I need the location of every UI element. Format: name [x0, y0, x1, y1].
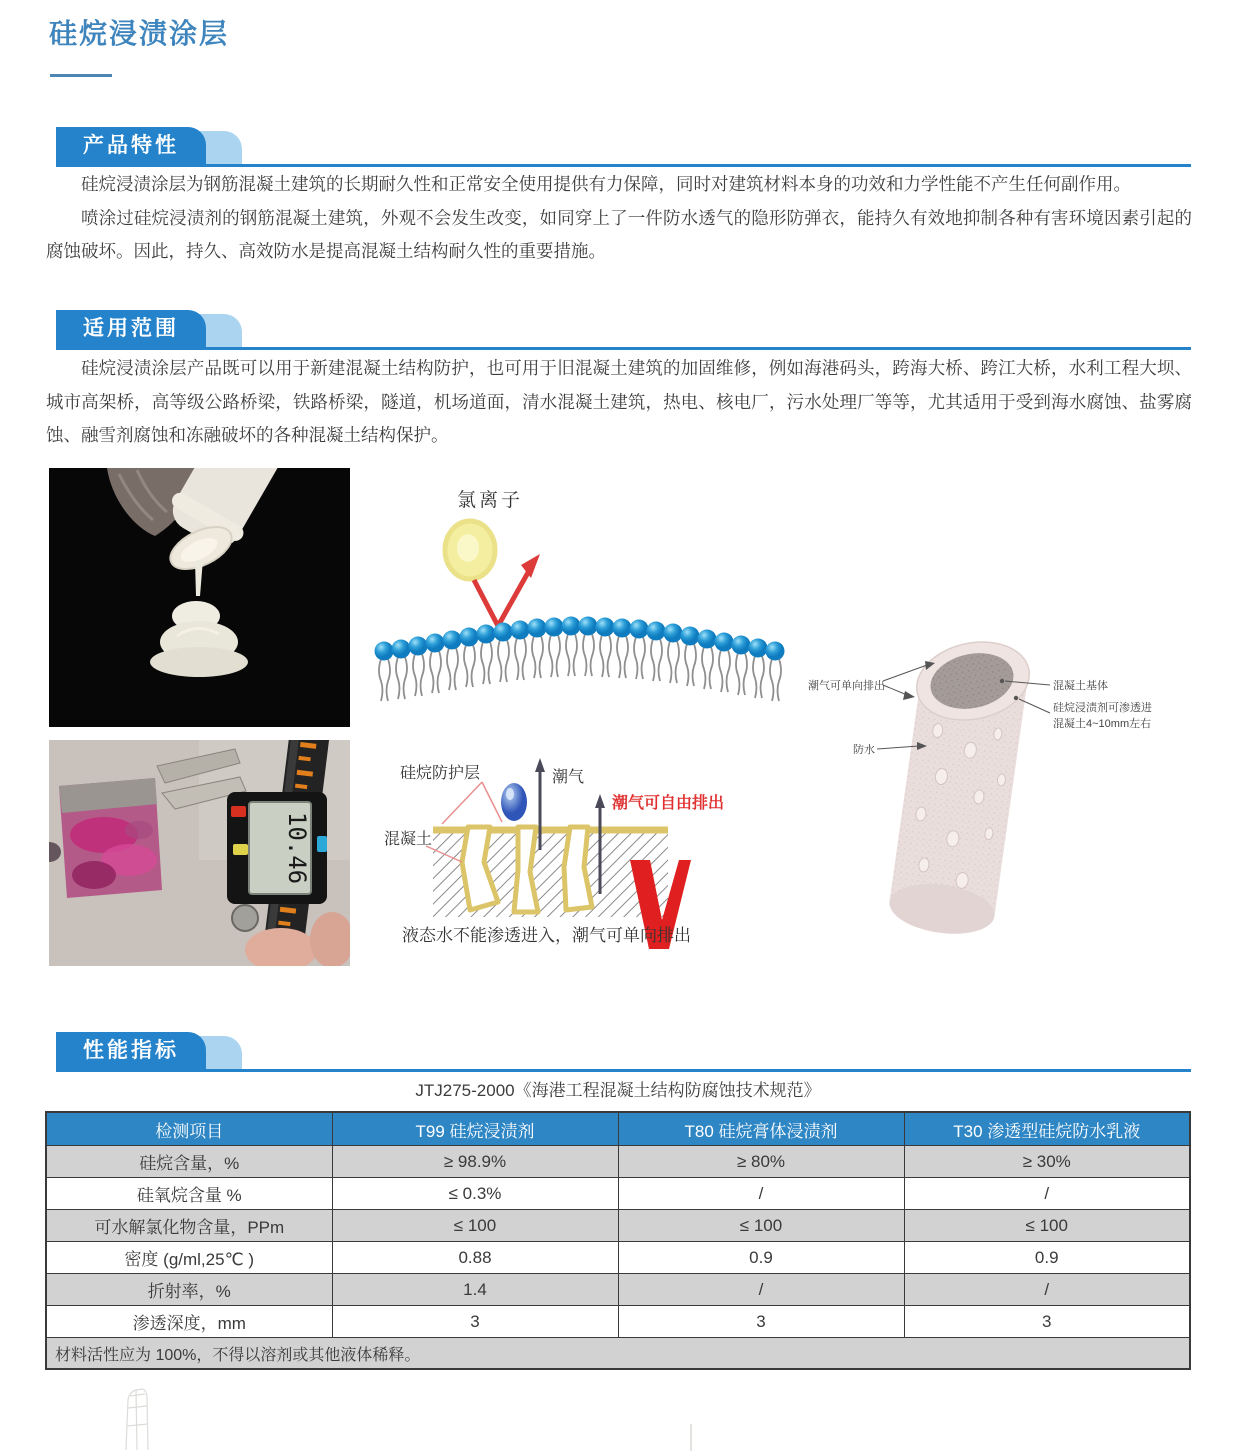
cell-value: / — [904, 1274, 1190, 1306]
features-paragraphs — [46, 168, 1192, 269]
row-label: 硅氧烷含量 % — [46, 1178, 332, 1210]
moisture-free-label: 潮气可自由排出 — [612, 795, 725, 812]
table-footer-row — [46, 1338, 1190, 1370]
col-header-t30: T30 渗透型硅烷防水乳液 — [904, 1112, 1190, 1146]
section-rule — [56, 1069, 1191, 1072]
pore-diagram — [378, 742, 788, 982]
silane-layer-label: 硅烷防护层 — [400, 765, 481, 782]
cell-value: ≤ 100 — [904, 1210, 1190, 1242]
section-heading-performance: 性能指标 — [56, 1032, 206, 1069]
cell-value: 3 — [618, 1306, 904, 1338]
bottle-pour-photo — [49, 468, 350, 727]
row-label: 可水解氯化物含量，PPm — [46, 1210, 332, 1242]
table-row — [46, 1146, 1190, 1178]
table-row — [46, 1210, 1190, 1242]
concrete-label: 混凝土 — [384, 831, 433, 848]
table-footer-note: 材料活性应为 100%，不得以溶剂或其他液体稀释。 — [46, 1338, 1190, 1370]
penetrate-label-1: 硅烷浸渍剂可渗透进 — [1053, 702, 1152, 714]
watermark-building-svg — [112, 1386, 162, 1451]
caliper-blue-button — [317, 836, 327, 852]
table-header-row — [46, 1112, 1190, 1146]
chloride-ion-diagram-svg — [372, 468, 790, 718]
cell-value: ≥ 98.9% — [332, 1146, 618, 1178]
cell-value: 0.9 — [618, 1242, 904, 1274]
cell-value: 3 — [904, 1306, 1190, 1338]
col-header-t99: T99 硅烷浸渍剂 — [332, 1112, 618, 1146]
section-heading-scope: 适用范围 — [56, 310, 206, 347]
title-underline — [50, 74, 112, 77]
section-header-performance — [56, 1032, 1191, 1072]
caliper-yellow-button — [233, 844, 248, 855]
spec-table — [45, 1111, 1191, 1370]
cell-value: ≤ 100 — [332, 1210, 618, 1242]
caliper-red-button — [231, 806, 246, 817]
row-label: 折射率，% — [46, 1274, 332, 1306]
row-label: 硅烷含量，% — [46, 1146, 332, 1178]
page-title: 硅烷浸渍涂层 — [49, 18, 230, 49]
caliper-photo-svg — [49, 740, 350, 966]
waterproof-label: 防水 — [853, 744, 875, 756]
table-row — [46, 1306, 1190, 1338]
cylinder-diagram-svg — [795, 615, 1195, 960]
pore-caption: 液态水不能渗透进入，潮气可单向排出 — [402, 926, 691, 945]
cell-value: / — [618, 1178, 904, 1210]
table-row — [46, 1274, 1190, 1306]
section-header-scope — [56, 310, 1191, 350]
row-label: 渗透深度，mm — [46, 1306, 332, 1338]
cell-value: ≤ 100 — [618, 1210, 904, 1242]
caliper-reading: 10.46 — [283, 811, 311, 885]
caliper-thumb-roller — [232, 905, 258, 931]
pore-diagram-svg — [378, 742, 788, 982]
cell-value: 1.4 — [332, 1274, 618, 1306]
row-label: 密度 (g/ml,25℃ ) — [46, 1242, 332, 1274]
section-rule — [56, 347, 1191, 350]
section-rule — [56, 164, 1191, 167]
cell-value: 0.9 — [904, 1242, 1190, 1274]
cell-value: ≤ 0.3% — [332, 1178, 618, 1210]
table-row — [46, 1178, 1190, 1210]
caliper-photo — [49, 740, 350, 966]
cell-value: / — [904, 1178, 1190, 1210]
gel-blob-base — [150, 647, 248, 677]
water-droplet — [501, 783, 527, 821]
bottle-pour-photo-svg — [49, 468, 350, 727]
cylinder-diagram — [795, 615, 1195, 960]
cell-value: 0.88 — [332, 1242, 618, 1274]
moisture-label: 潮气 — [552, 769, 585, 786]
chloride-ion-diagram — [372, 468, 790, 718]
cell-value: ≥ 80% — [618, 1146, 904, 1178]
chloride-label: 氯离子 — [457, 490, 524, 511]
cell-value: 3 — [332, 1306, 618, 1338]
col-header-t80: T80 硅烷膏体浸渍剂 — [618, 1112, 904, 1146]
scope-para: 硅烷浸渍涂层产品既可以用于新建混凝土结构防护，也可用于旧混凝土建筑的加固维修，例如海港码头，跨海大桥、跨江大桥，水利工程大坝、城市高架桥，高等级公路桥梁，铁路桥梁，隧道，机场道面，清水混凝土建筑，热电、核电厂，污水处理厂等等，尤其适用于受到海水腐蚀、盐雾腐蚀、融雪剂腐蚀和冻融破坏的各种混凝土结构保护。 — [46, 358, 1192, 445]
section-header-features — [56, 127, 1191, 167]
watermark-building-sketch — [112, 1386, 162, 1451]
section-heading-features: 产品特性 — [56, 127, 206, 164]
col-header-item: 检测项目 — [46, 1112, 332, 1146]
spec-table-caption: JTJ275-2000《海港工程混凝土结构防腐蚀技术规范》 — [415, 1081, 821, 1100]
scope-paragraph — [46, 352, 1192, 453]
concrete-matrix-label: 混凝土基体 — [1053, 680, 1108, 692]
features-para-2: 喷涂过硅烷浸渍剂的钢筋混凝土建筑，外观不会发生改变，如同穿上了一件防水透气的隐形防弹衣，能持久有效地抑制各种有害环境因素引起的腐蚀破坏。因此，持久、高效防水是提高混凝土结构耐久性的重要措施。 — [46, 207, 1192, 261]
cell-value: / — [618, 1274, 904, 1306]
oneway-moisture-label: 潮气可单向排出 — [808, 680, 885, 692]
cell-value: ≥ 30% — [904, 1146, 1190, 1178]
features-para-1: 硅烷浸渍涂层为钢筋混凝土建筑的长期耐久性和正常安全使用提供有力保障，同时对建筑材料本身的功效和力学性能不产生任何副作用。 — [81, 174, 1131, 194]
penetrate-label-2: 混凝土4~10mm左右 — [1053, 718, 1152, 730]
table-row — [46, 1242, 1190, 1274]
watermark-line — [690, 1424, 692, 1451]
